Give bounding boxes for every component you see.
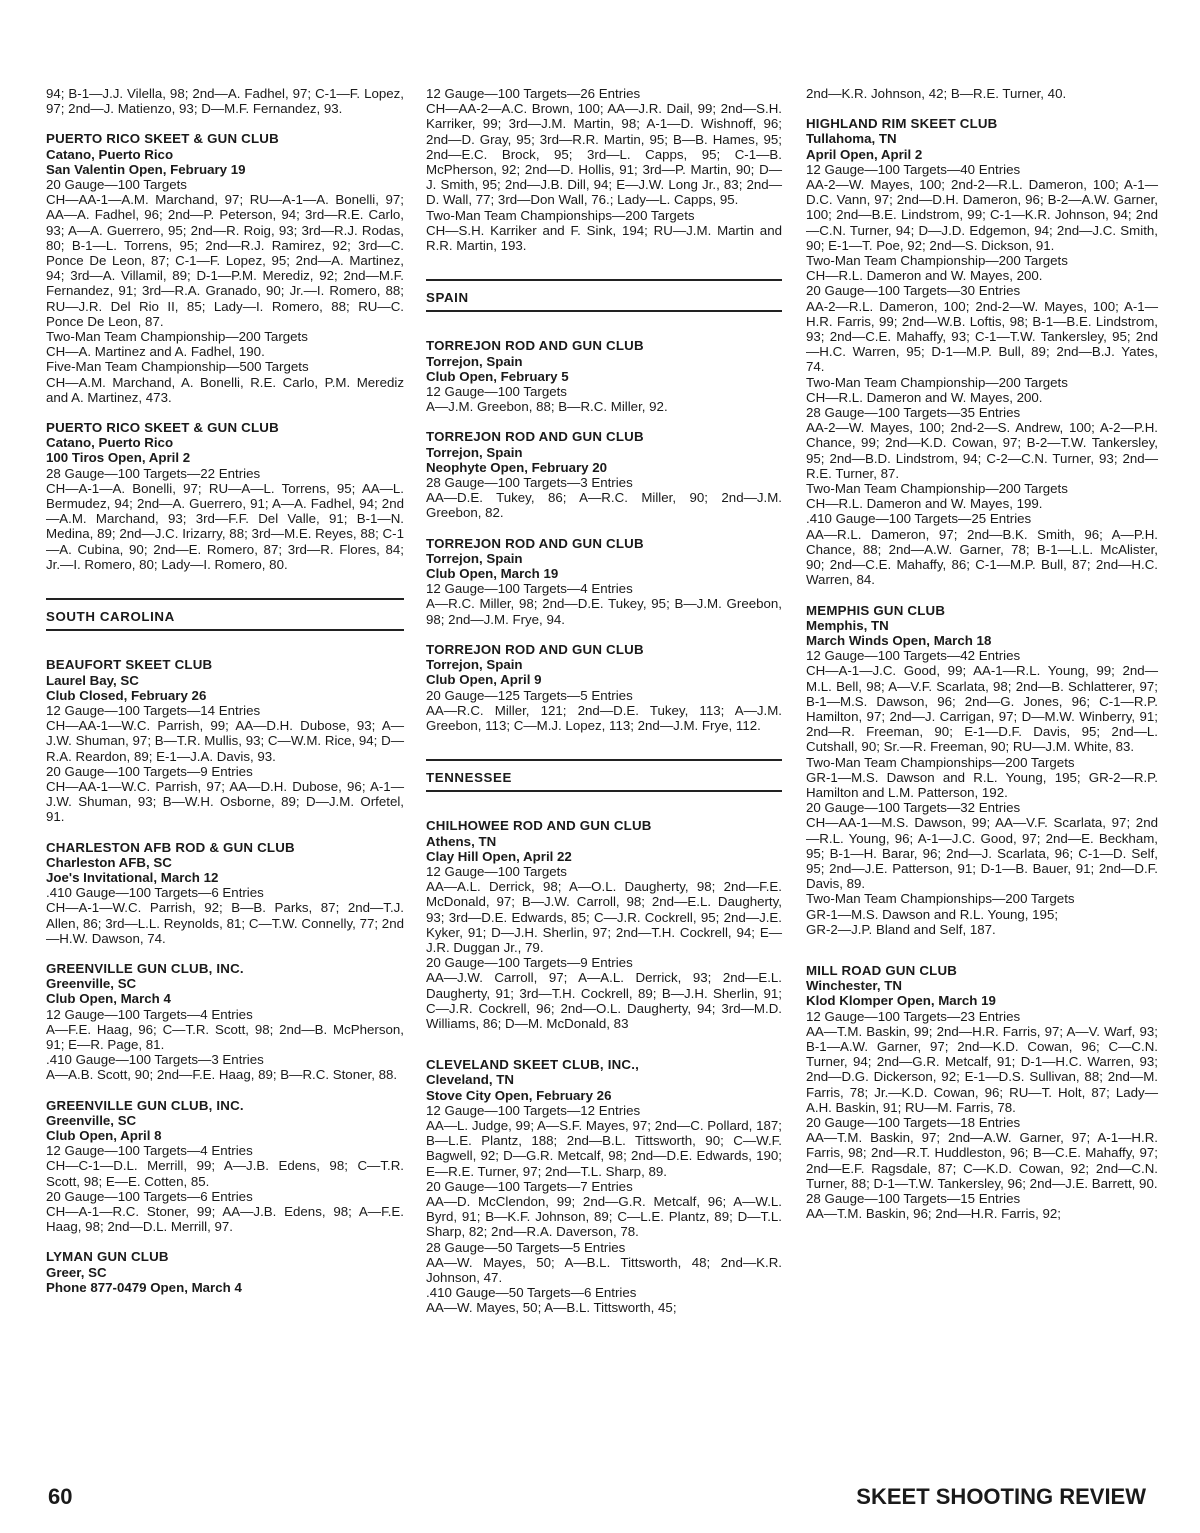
results-paragraph: AA—W. Mayes, 50; A—B.L. Tittsworth, 45; (426, 1300, 677, 1316)
results-paragraph: A—J.M. Greebon, 88; B—R.C. Miller, 92. (426, 399, 668, 415)
spacer (46, 1234, 404, 1249)
results-paragraph: 20 Gauge—100 Targets—9 Entries (426, 955, 633, 971)
results-paragraph: 12 Gauge—100 Targets—4 Entries (426, 581, 633, 597)
event-subheading: Torrejon, Spain (426, 657, 523, 673)
results-paragraph: 20 Gauge—100 Targets (46, 177, 187, 193)
club-heading: MEMPHIS GUN CLUB (806, 602, 946, 618)
results-paragraph: A—R.C. Miller, 98; 2nd—D.E. Tukey, 95; B—J.M. Greebon, 98; 2nd—J.M. Frye, 94. (426, 596, 782, 627)
event-subheading: Cleveland, TN (426, 1072, 514, 1088)
results-paragraph: 12 Gauge—100 Targets—26 Entries (426, 86, 641, 101)
spacer (46, 572, 404, 598)
spacer (806, 588, 1158, 603)
event-subheading: Greer, SC (46, 1264, 107, 1280)
event-subheading: Club Open, March 4 (46, 991, 171, 1007)
club-heading: PUERTO RICO SKEET & GUN CLUB (46, 420, 279, 436)
spacer (46, 825, 404, 840)
results-paragraph: A—A.B. Scott, 90; 2nd—F.E. Haag, 89; B—R.C. Stoner, 88. (46, 1067, 398, 1083)
event-subheading: Stove City Open, February 26 (426, 1087, 612, 1103)
column-1 (46, 86, 404, 1295)
results-paragraph: AA—D.E. Tukey, 86; A—R.C. Miller, 90; 2nd—J.M. Greebon, 82. (426, 490, 782, 521)
results-paragraph: CH—AA-1—M.S. Dawson, 99; AA—V.F. Scarlata, 97; 2nd—R.L. Young, 96; A-1—J.C. Good, 97; 2nd—E. Beckham, 95; B-1—H. Barar, 96; 2nd—J. Scarlata, 96; C-1—D. Self, 95; 2nd—J.E. Patterson, 91; D-1—B. Bauer, 91; 2nd—D.F. Davis, 89. (806, 815, 1158, 892)
results-paragraph: AA—R.L. Dameron, 97; 2nd—B.K. Smith, 96; A—P.H. Chance, 88; 2nd—A.W. Garner, 78; B-1—L.L. McAlister, 90; 2nd—C.E. Mahaffy, 86; C-1—M.P. Bull, 87; 2nd—H.C. Warren, 84. (806, 526, 1158, 588)
results-paragraph: CH—A.M. Marchand, A. Bonelli, R.E. Carlo, P.M. Merediz and A. Martinez, 473. (46, 374, 404, 405)
event-subheading: Klod Klomper Open, March 19 (806, 993, 996, 1009)
results-paragraph: 12 Gauge—100 Targets—14 Entries (46, 702, 261, 718)
event-subheading: Torrejon, Spain (426, 550, 523, 566)
club-heading: GREENVILLE GUN CLUB, INC. (46, 1097, 244, 1113)
results-paragraph: GR-2—J.P. Bland and Self, 187. (806, 921, 996, 937)
results-paragraph: 20 Gauge—100 Targets—18 Entries (806, 1115, 1021, 1130)
event-subheading: Club Open, February 5 (426, 368, 569, 384)
results-paragraph: Five-Man Team Championship—500 Targets (46, 359, 309, 375)
club-heading: CLEVELAND SKEET CLUB, INC., (426, 1057, 639, 1073)
results-paragraph: CH—A-1—R.C. Stoner, 99; AA—J.B. Edens, 98; A—F.E. Haag, 98; 2nd—D.L. Merrill, 97. (46, 1204, 404, 1235)
event-subheading: Memphis, TN (806, 617, 889, 633)
event-subheading: Club Closed, February 26 (46, 687, 207, 703)
results-paragraph: Two-Man Team Championships—200 Targets (426, 207, 695, 223)
event-subheading: Tullahoma, TN (806, 131, 897, 147)
results-paragraph: AA—W. Mayes, 50; A—B.L. Tittsworth, 48; 2nd—K.R. Johnson, 47. (426, 1254, 782, 1285)
results-paragraph: .410 Gauge—50 Targets—6 Entries (426, 1285, 637, 1301)
results-paragraph: Two-Man Team Championships—200 Targets (806, 891, 1075, 907)
spacer (426, 312, 782, 338)
event-subheading: Torrejon, Spain (426, 353, 523, 369)
page-number: 60 (48, 1484, 73, 1509)
section-heading: TENNESSEE (426, 759, 782, 792)
spacer (426, 733, 782, 759)
results-paragraph: CH—AA-1—W.C. Parrish, 97; AA—D.H. Dubose, 96; A-1—J.W. Shuman, 93; B—W.H. Osborne, 89; D—J.M. Orfetel, 91. (46, 778, 404, 825)
club-heading: MILL ROAD GUN CLUB (806, 962, 958, 978)
results-paragraph: AA—T.M. Baskin, 99; 2nd—H.R. Farris, 97; A—V. Warf, 93; B-1—A.W. Garner, 97; 2nd—K.D. Cowan, 96; C—C.N. Turner, 94; 2nd—G.R. Metcalf, 91; D-1—H.C. Warren, 93; 2nd—D.G. Dickerson, 92; E-1—D.S. Sullivan, 88; 2nd—M. Farris, 78; Jr.—K.D. Cowan, 96; RU—T. Holt, 87; Lady—A.H. Baskin, 91; RU—M. Farris, 78. (806, 1023, 1158, 1115)
results-paragraph: AA-2—W. Mayes, 100; 2nd-2—R.L. Dameron, 100; A-1—D.C. Vann, 97; 2nd—D.H. Dameron, 96; B-2—A.W. Garner, 100; 2nd—B.E. Lindstrom, 99; C-1—K.R. Johnson, 94; 2nd—C.N. Turner, 94; D—J.D. Edgemon, 94; 2nd—J.C. Smith, 90; E-1—T. Poe, 92; 2nd—S. Dickson, 91. (806, 177, 1158, 253)
results-paragraph: GR-1—M.S. Dawson and R.L. Young, 195; GR-2—R.P. Hamilton and L.M. Patterson, 192. (806, 769, 1158, 800)
club-heading: TORREJON ROD AND GUN CLUB (426, 429, 644, 445)
spacer (46, 116, 404, 131)
results-paragraph: 20 Gauge—100 Targets—30 Entries (806, 283, 1021, 299)
results-paragraph: AA—J.W. Carroll, 97; A—A.L. Derrick, 93; 2nd—E.L. Daugherty, 91; 3rd—T.H. Cockrell, 89; B—J.H. Sherlin, 91; C—J.R. Cockrell, 96; 2nd—O.L. Daugherty, 94; 3rd—M.D. Williams, 86; D—M. McDonald, 83 (426, 970, 782, 1031)
event-subheading: San Valentin Open, February 19 (46, 161, 246, 177)
results-paragraph: CH—A. Martinez and A. Fadhel, 190. (46, 344, 265, 360)
spacer (46, 946, 404, 961)
publication-title: SKEET SHOOTING REVIEW (856, 1484, 1146, 1509)
spacer (426, 1031, 782, 1057)
results-paragraph: Two-Man Team Championship—200 Targets (806, 481, 1068, 497)
event-subheading: Club Open, March 19 (426, 566, 559, 582)
results-paragraph: .410 Gauge—100 Targets—6 Entries (46, 885, 264, 901)
results-paragraph: AA—T.M. Baskin, 96; 2nd—H.R. Farris, 92; (806, 1206, 1061, 1222)
spacer (426, 414, 782, 429)
event-subheading: Catano, Puerto Rico (46, 435, 174, 451)
spacer (46, 631, 404, 657)
results-paragraph: CH—A-1—A. Bonelli, 97; RU—A—L. Torrens, 95; AA—L. Bermudez, 94; 2nd—A. Guerrero, 91; A—A. Fadhel, 94; 2nd—A.M. Marchand, 93; 3rd—F.F. Del Valle, 91; B-1—N. Medina, 89; 2nd—J.C. Irizarry, 88; 3rd—M.E. Reyes, 88; C-1—A. Cubina, 90; 2nd—E. Romero, 87; 3rd—R. Flores, 84; Jr.—I. Romero, 80; Lady—I. Romero, 80. (46, 480, 404, 572)
results-paragraph: CH—A-1—J.C. Good, 99; AA-1—R.L. Young, 99; 2nd—M.L. Bell, 98; A—V.F. Scarlata, 98; 2nd—B. Schlatterer, 97; B-1—M.S. Dawson, 96; 2nd—G. Jones, 96; C-1—R.P. Hamilton, 97; 2nd—J. Carrigan, 97; D—M.W. Winberry, 91; 2nd—R. Freeman, 90; E-1—D.F. Davis, 95; 2nd—L. Cutshall, 90; Sr.—R. Freeman, 90; RU—J.M. White, 83. (806, 663, 1158, 755)
section-heading: SOUTH CAROLINA (46, 598, 404, 631)
results-paragraph: AA-2—R.L. Dameron, 100; 2nd-2—W. Mayes, 100; A-1—H.R. Farris, 99; 2nd—W.B. Loftis, 98; B-1—B.E. Lindstrom, 93; 2nd—C.E. Mahaffy, 93; C-1—T.W. Tankersley, 95; 2nd—H.C. Warren, 95; D-1—M.P. Bull, 89; 2nd—B.J. Yates, 74. (806, 298, 1158, 375)
results-paragraph: 20 Gauge—100 Targets—9 Entries (46, 763, 253, 779)
event-subheading: Club Open, April 9 (426, 672, 542, 688)
event-subheading: Laurel Bay, SC (46, 672, 139, 688)
results-paragraph: 20 Gauge—125 Targets—5 Entries (426, 687, 633, 703)
spacer (806, 101, 1158, 116)
results-paragraph: .410 Gauge—100 Targets—3 Entries (46, 1052, 264, 1068)
results-paragraph: AA—A.L. Derrick, 98; A—O.L. Daugherty, 98; 2nd—F.E. McDonald, 97; B—J.W. Carroll, 98; 2nd—E.L. Daugherty, 93; 3rd—D.E. Edwards, 85; C—J.R. Cockrell, 95; 2nd—J.E. Kyker, 91; D—J.H. Sherlin, 97; 2nd—T.H. Cockrell, 94; E—J.R. Duggan Jr., 79. (426, 879, 782, 955)
event-subheading: Phone 877-0479 Open, March 4 (46, 1279, 242, 1295)
results-paragraph: AA—R.C. Miller, 121; 2nd—D.E. Tukey, 113; A—J.M. Greebon, 113; C—M.J. Lopez, 113; 2nd—J.M. Frye, 112. (426, 702, 782, 733)
club-heading: TORREJON ROD AND GUN CLUB (426, 641, 644, 657)
results-paragraph: 12 Gauge—100 Targets—40 Entries (806, 161, 1021, 177)
event-subheading: Athens, TN (426, 833, 497, 849)
spacer (46, 1083, 404, 1098)
results-paragraph: CH—AA-2—A.C. Brown, 100; AA—J.R. Dail, 99; 2nd—S.H. Karriker, 99; 3rd—J.M. Martin, 98; A-1—D. Wishnoff, 96; 2nd—D. Gray, 95; 3rd—R.R. Martin, 95; B—B. Hames, 95; 2nd—E.C. Brock, 95; 3rd—L. Capps, 95; C-1—B. McPherson, 92; 2nd—D. Hollis, 91; 3rd—P. Martin, 90; D—J. Smith, 95; 2nd—J.B. Dill, 94; E—J.W. Long Jr., 83; 2nd—D. Wall, 77; 3rd—Don Wall, 76.; Lady—L. Capps, 95. (426, 101, 782, 208)
results-paragraph: 28 Gauge—100 Targets—15 Entries (806, 1191, 1021, 1207)
event-subheading: 100 Tiros Open, April 2 (46, 450, 191, 466)
results-paragraph: 20 Gauge—100 Targets—6 Entries (46, 1188, 253, 1204)
spacer (46, 405, 404, 420)
results-paragraph: CH—R.L. Dameron and W. Mayes, 200. (806, 389, 1043, 405)
club-heading: TORREJON ROD AND GUN CLUB (426, 338, 644, 354)
results-paragraph: GR-1—M.S. Dawson and R.L. Young, 195; (806, 906, 1059, 922)
event-subheading: Winchester, TN (806, 978, 902, 994)
column-3 (806, 86, 1158, 1221)
spacer (426, 253, 782, 279)
results-paragraph: 28 Gauge—100 Targets—22 Entries (46, 465, 261, 481)
results-paragraph: A—F.E. Haag, 96; C—T.R. Scott, 98; 2nd—B. McPherson, 91; E—R. Page, 81. (46, 1021, 404, 1052)
spacer (806, 937, 1158, 963)
club-heading: BEAUFORT SKEET CLUB (46, 657, 213, 673)
results-paragraph: .410 Gauge—100 Targets—25 Entries (806, 511, 1032, 527)
event-subheading: April Open, April 2 (806, 146, 923, 162)
results-paragraph: CH—S.H. Karriker and F. Sink, 194; RU—J.M. Martin and R.R. Martin, 193. (426, 222, 782, 254)
event-subheading: Neophyte Open, February 20 (426, 459, 608, 475)
results-paragraph: CH—R.L. Dameron and W. Mayes, 200. (806, 268, 1043, 284)
club-heading: CHILHOWEE ROD AND GUN CLUB (426, 818, 652, 834)
club-heading: GREENVILLE GUN CLUB, INC. (46, 960, 244, 976)
results-paragraph: 12 Gauge—100 Targets—23 Entries (806, 1008, 1021, 1024)
event-subheading: Catano, Puerto Rico (46, 146, 174, 162)
results-paragraph: 12 Gauge—100 Targets (426, 384, 567, 400)
results-paragraph: 94; B-1—J.J. Vilella, 98; 2nd—A. Fadhel, 97; C-1—F. Lopez, 97; 2nd—J. Matienzo, 93; D—M.F. Fernandez, 93. (46, 86, 404, 117)
event-subheading: Torrejon, Spain (426, 444, 523, 460)
results-paragraph: CH—C-1—D.L. Merrill, 99; A—J.B. Edens, 98; C—T.R. Scott, 98; E—E. Cotten, 85. (46, 1158, 404, 1189)
event-subheading: Clay Hill Open, April 22 (426, 848, 572, 864)
results-paragraph: AA—D. McClendon, 99; 2nd—G.R. Metcalf, 96; A—W.L. Byrd, 91; B—K.F. Johnson, 89; C—L.E. Plantz, 89; D—T.L. Sharp, 82; 2nd—R.A. Daverson, 78. (426, 1193, 782, 1240)
results-paragraph: 12 Gauge—100 Targets—4 Entries (46, 1006, 253, 1022)
results-paragraph: Two-Man Team Championship—200 Targets (806, 253, 1068, 269)
results-paragraph: CH—A-1—W.C. Parrish, 92; B—B. Parks, 87; 2nd—T.J. Allen, 86; 3rd—L.L. Reynolds, 81; C—T.W. Connelly, 77; 2nd—H.W. Dawson, 74. (46, 900, 404, 946)
club-heading: HIGHLAND RIM SKEET CLUB (806, 116, 998, 132)
spacer (426, 792, 782, 818)
club-heading: PUERTO RICO SKEET & GUN CLUB (46, 131, 279, 147)
results-paragraph: 2nd—K.R. Johnson, 42; B—R.E. Turner, 40. (806, 86, 1067, 101)
results-paragraph: AA—T.M. Baskin, 97; 2nd—A.W. Garner, 97; A-1—H.R. Farris, 98; 2nd—R.T. Huddleston, 96; B—C.E. Mahaffy, 97; 2nd—E.F. Ragsdale, 87; C—K.D. Cowan, 92; 2nd—C.N. Turner, 88; D-1—T.W. Tankersley, 96; 2nd—J.E. Barrett, 90. (806, 1130, 1158, 1191)
column-2 (426, 86, 782, 1316)
event-subheading: Greenville, SC (46, 976, 137, 992)
club-heading: TORREJON ROD AND GUN CLUB (426, 535, 644, 551)
spacer (426, 627, 782, 642)
event-subheading: Club Open, April 8 (46, 1127, 162, 1143)
spacer (426, 521, 782, 536)
club-heading: CHARLESTON AFB ROD & GUN CLUB (46, 839, 295, 855)
results-paragraph: CH—R.L. Dameron and W. Mayes, 199. (806, 496, 1043, 512)
results-paragraph: CH—AA-1—W.C. Parrish, 99; AA—D.H. Dubose, 93; A—J.W. Shuman, 97; B—T.R. Mullis, 93; C—W.M. Rice, 94; D—R.A. Reardon, 89; E-1—J.A. Davis, 93. (46, 718, 404, 764)
event-subheading: Greenville, SC (46, 1112, 137, 1128)
results-paragraph: Two-Man Team Championships—200 Targets (806, 754, 1075, 770)
results-paragraph: 20 Gauge—100 Targets—32 Entries (806, 800, 1021, 816)
results-paragraph: Two-Man Team Championship—200 Targets (806, 374, 1068, 390)
results-paragraph: 28 Gauge—100 Targets—3 Entries (426, 475, 633, 491)
results-paragraph: 28 Gauge—50 Targets—5 Entries (426, 1239, 626, 1255)
results-paragraph: 12 Gauge—100 Targets—4 Entries (46, 1143, 253, 1159)
results-paragraph: Two-Man Team Championship—200 Targets (46, 329, 308, 345)
club-heading: LYMAN GUN CLUB (46, 1249, 169, 1265)
results-paragraph: 12 Gauge—100 Targets (426, 863, 567, 879)
results-paragraph: AA—L. Judge, 99; A—S.F. Mayes, 97; 2nd—C. Pollard, 187; B—L.E. Plantz, 188; 2nd—B.L. Tittsworth, 90; C—W.F. Bagwell, 92; D—G.R. Metcalf, 98; 2nd—D.E. Edwards, 190; E—R.E. Turner, 97; 2nd—T.L. Sharp, 89. (426, 1117, 782, 1179)
results-paragraph: 12 Gauge—100 Targets—12 Entries (426, 1102, 641, 1118)
results-paragraph: 12 Gauge—100 Targets—42 Entries (806, 648, 1021, 664)
results-paragraph: AA-2—W. Mayes, 100; 2nd-2—S. Andrew, 100; A-2—P.H. Chance, 99; 2nd—K.D. Cowan, 97; B-2—T.W. Tankersley, 95; 2nd—B.D. Lindstrom, 94; C-2—C.N. Turner, 93; 2nd—R.E. Turner, 87. (806, 420, 1158, 481)
results-paragraph: CH—AA-1—A.M. Marchand, 97; RU—A-1—A. Bonelli, 97; AA—A. Fadhel, 96; 2nd—P. Peterson, 94; 3rd—R.E. Carlo, 93; A—A. Guerrero, 95; 2nd—R. Roig, 93; 3rd—R.J. Rodas, 80; B-1—L. Torrens, 95; 2nd—R.J. Ramirez, 92; 3rd—C. Ponce De Leon, 87; C-1—F. Lopez, 95; 2nd—A. Martinez, 94; 3rd—A. Villamil, 89; D-1—P.M. Merediz, 92; 2nd—M.F. Fernandez, 91; 3rd—R.A. Granado, 90; Jr.—I. Romero, 88; RU—J.R. Del Rio II, 85; Lady—I. Romero, 88; RU—C. Ponce De Leon, 87. (46, 192, 404, 329)
section-heading: SPAIN (426, 279, 782, 312)
event-subheading: Charleston AFB, SC (46, 854, 172, 870)
event-subheading: March Winds Open, March 18 (806, 632, 992, 648)
results-paragraph: 28 Gauge—100 Targets—35 Entries (806, 405, 1021, 421)
event-subheading: Joe's Invitational, March 12 (46, 869, 219, 885)
results-paragraph: 20 Gauge—100 Targets—7 Entries (426, 1178, 633, 1194)
